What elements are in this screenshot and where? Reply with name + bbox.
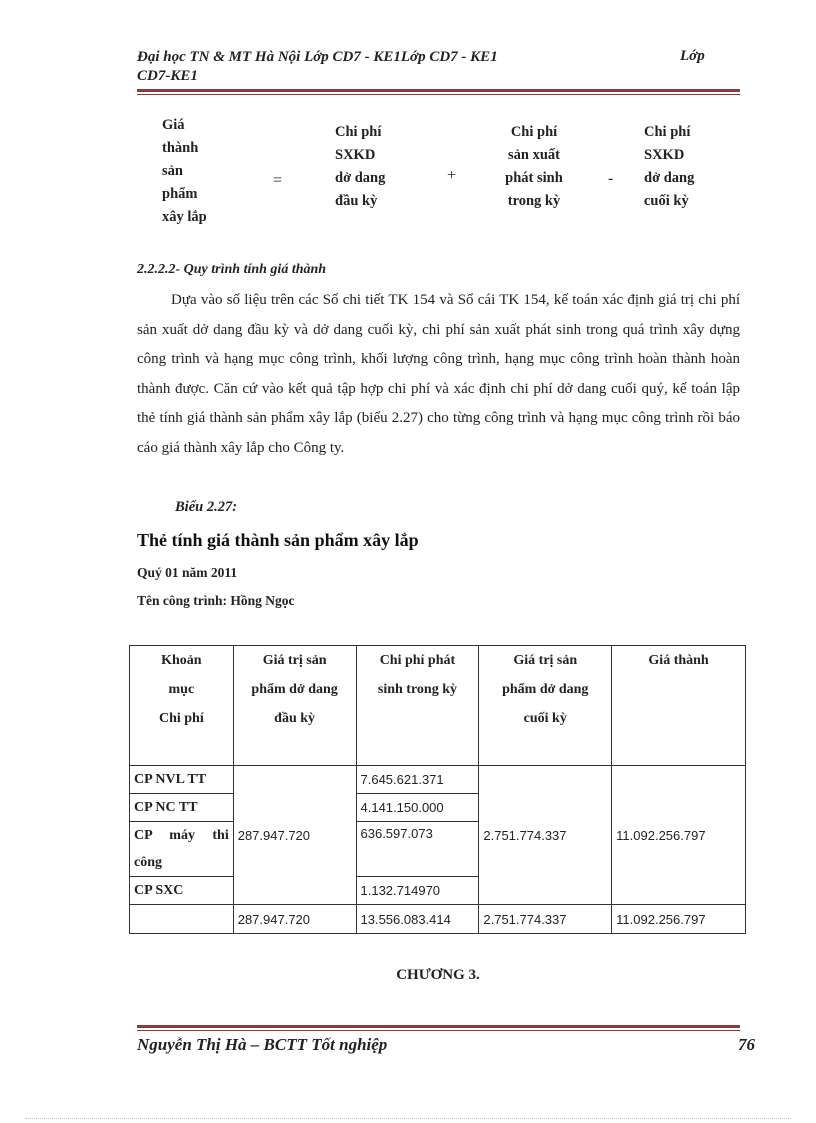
formula-term-line: SXKD <box>335 147 376 163</box>
formula-minus: - <box>608 170 614 187</box>
formula-term-line: dở dang <box>335 170 386 186</box>
section-paragraph <box>137 286 740 464</box>
header-arising <box>356 646 479 766</box>
card-title: Thẻ tính giá thành sản phẩm xây lắp <box>137 530 419 550</box>
page-header <box>137 48 717 86</box>
arising-value: 4.141.150.000 <box>356 794 479 822</box>
header-rule <box>137 89 740 92</box>
header-line: Chi phí <box>158 711 204 726</box>
total-cost: 11.092.256.797 <box>612 905 746 934</box>
formula-equals: = <box>273 172 283 189</box>
formula-lhs <box>162 114 207 229</box>
formula-term-line: dở dang <box>644 170 695 186</box>
arising-value: 1.132.714970 <box>356 877 479 905</box>
section-title: 2.2.2.2- Quy trình tính giá thành <box>137 262 327 277</box>
formula-term-line: sản xuất <box>508 147 560 163</box>
formula-term-line: Chi phí <box>510 124 558 140</box>
header-line: sinh trong kỳ <box>377 682 457 697</box>
header-line: đầu kỳ <box>274 711 316 726</box>
total-label <box>130 905 234 934</box>
header-second-line: CD7-KE1 <box>137 68 198 84</box>
formula-term-line: Chi phí <box>335 124 382 140</box>
header-cost <box>612 646 746 766</box>
table-total-row <box>130 905 746 934</box>
formula-term-opening <box>335 121 385 213</box>
page-bottom-divider <box>25 1118 791 1119</box>
formula-term-line: đầu kỳ <box>335 193 378 209</box>
formula-lhs-line: phẩm <box>162 186 198 202</box>
formula-term-closing <box>644 121 694 213</box>
page-number: 76 <box>738 1035 755 1054</box>
row-label: CP NC TT <box>130 794 234 822</box>
header-right-text: Lớp <box>680 48 705 64</box>
header-line: cuối kỳ <box>523 711 567 726</box>
header-line: Khoản <box>161 653 202 668</box>
cost-value: 11.092.256.797 <box>612 766 746 905</box>
formula-lhs-line: xây lắp <box>162 209 207 225</box>
formula-term-line: Chi phí <box>644 124 691 140</box>
formula-lhs-line: Giá <box>162 117 185 133</box>
cost-card-table <box>129 645 746 934</box>
row-label: CP máy thi công <box>130 822 234 877</box>
paragraph-text: Dựa vào số liệu trên các Sổ chi tiết TK 154 và Sổ cái TK 154, kế toán xác định giá trị chi phí sản xuất dở dang đầu kỳ và dở dang cuối kỳ, chi phí sản xuất phát sinh trong quá trình xây dựng công trình và hạng mục công trình, khối lượng công trình, hạng mục công trình hoàn thành hoàn thành được. Căn cứ vào kết quả tập hợp chi phí và xác định chi phí dở dang cuối quý, kế toán lập thẻ tính giá thành sản phẩm xây lắp (biểu 2.27) cho từng công trình và hạng mục công trình rồi báo cáo giá thành xây lắp cho Công ty. <box>137 292 740 456</box>
header-rule-thin <box>137 94 740 95</box>
formula-term-line: cuối kỳ <box>644 193 689 209</box>
formula-term-line: SXKD <box>644 147 685 163</box>
total-arising: 13.556.083.414 <box>356 905 479 934</box>
table-header-row <box>130 646 746 766</box>
figure-caption: Biểu 2.27: <box>175 499 238 515</box>
header-line: phẩm dở dang <box>251 682 338 697</box>
footer-author: Nguyễn Thị Hà – BCTT Tốt nghiệp <box>137 1035 388 1054</box>
header-cost-item <box>130 646 234 766</box>
card-project: Tên công trình: Hồng Ngọc <box>137 593 295 608</box>
header-line: Giá thành <box>648 653 709 668</box>
header-line: mục <box>168 682 195 697</box>
footer-rule <box>137 1025 740 1028</box>
footer-rule-thin <box>137 1030 740 1031</box>
card-period: Quý 01 năm 2011 <box>137 565 238 580</box>
header-opening-wip <box>233 646 356 766</box>
header-left-text: Đại học TN & MT Hà Nội Lớp CD7 - KE1Lớp CD7 - KE1 <box>137 49 498 65</box>
formula-term-line: trong kỳ <box>507 193 561 209</box>
formula-plus: + <box>447 167 457 184</box>
formula-lhs-line: thành <box>162 140 199 156</box>
formula-term-arising <box>492 121 576 213</box>
opening-wip-value: 287.947.720 <box>233 766 356 905</box>
formula-lhs-line: sản <box>162 163 183 179</box>
formula-term-line: phát sinh <box>505 170 563 186</box>
header-line: phẩm dở dang <box>502 682 589 697</box>
header-line: Giá trị sản <box>513 653 578 668</box>
row-label: CP NVL TT <box>130 766 234 794</box>
table-row <box>130 766 746 794</box>
arising-value: 636.597.073 <box>356 822 479 877</box>
row-label: CP SXC <box>130 877 234 905</box>
header-line: Giá trị sản <box>262 653 327 668</box>
header-closing-wip <box>479 646 612 766</box>
total-opening-wip: 287.947.720 <box>233 905 356 934</box>
arising-value: 7.645.621.371 <box>356 766 479 794</box>
closing-wip-value: 2.751.774.337 <box>479 766 612 905</box>
header-line: Chi phí phát <box>379 653 456 668</box>
chapter-heading: CHƯƠNG 3. <box>396 967 480 983</box>
total-closing-wip: 2.751.774.337 <box>479 905 612 934</box>
